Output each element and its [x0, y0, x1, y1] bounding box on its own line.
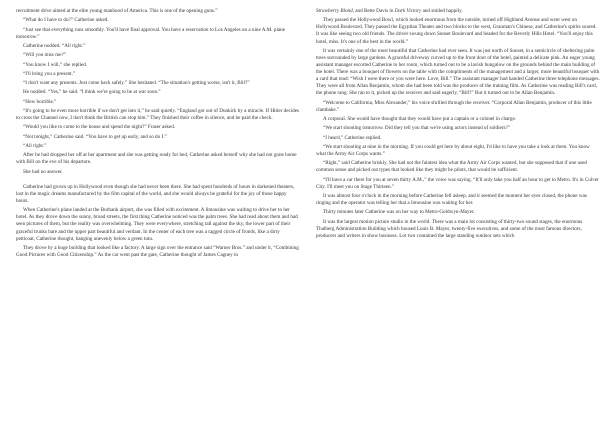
- right-para-4: “We start shooting tomorrow. Did they tell you that we're using actors instead of soldiers?”: [323, 125, 511, 132]
- left-para-14: After he had dropped her off at her apartment and she was getting ready for bed, Catherine asked herself why she had not gone home with Bill on the eve of his departure.: [16, 152, 297, 166]
- lead-mid-text: and Bette Davis in: [353, 8, 395, 14]
- left-para-16: Catherine had grown up in Hollywood even though she had never been there. She had spent hundreds of hours in darkened theaters, lost in the magic dreams manufactured by the film capital of the world, and she would always be grateful for the joy of those happy hours.: [16, 183, 295, 204]
- right-para-1: It was certainly one of the most beautiful that Catherine had ever seen. It was just north of Sunset, in a semicircle of sheltering palm trees surrounded by large gardens. A graceful driveway curved up to the front door of the hotel, painted a delicate pink. An eager young assistant manager escorted Catherine to her room, which turned out to be a lavish bungalow on the grounds behind the main building of the hotel. There was a bouquet of flowers on the table with the compliments of the management and a larger, more beautiful bouquet with a card that read: “Wish I were there or you were here. Love, Bill.” The assistant manager had handed Catherine three telephone messages. They were all from Allan Benjamin, whom she had been told was the producer of the training film. As Catherine was reading Bill's card, the phone rang. She ran to it, picked up the receiver and said eagerly, “Bill?” But it turned out to be Allan Benjamin.: [316, 47, 600, 97]
- right-para-7: “Right,” said Catherine briskly. She had not the faintest idea what the Army Air Corps wanted, but she supposed that if one used common sense and picked out types that looked like they might be pilots, that would be sufficient.: [316, 160, 587, 174]
- left-page: [16, 8, 300, 261]
- left-para-13: “All right.”: [23, 142, 47, 149]
- film-title-strawberry-blond: Strawberry Blond,: [316, 8, 354, 14]
- left-para-12: “Not tonight,” Catherine said. “You have to get up early, and so do I.”: [23, 133, 167, 140]
- left-para-10: “It's going to be even more horrible if we don't get into it,” he said quietly. “England got out of Dunkirk by a miracle. If Hitler decides to cross the Channel now, I don't think the British can stop him.” They finished their coffee in silence, and he paid the check.: [16, 107, 300, 121]
- right-para-6: “We start shooting at nine in the morning. If you could get here by about eight, I'd like to have you take a look at them. You know what the Army Air Corps wants.”: [316, 143, 590, 157]
- left-para-5: “You know I will,” she replied.: [23, 61, 88, 68]
- right-page: [316, 8, 600, 242]
- left-para-9: “How horrible.”: [23, 98, 57, 105]
- right-para-10: Thirty minutes later Catherine was on her way to Metro-Goldwyn-Mayer.: [323, 209, 475, 216]
- left-para-0: recruitment drive aimed at the elite young manhood of America. This is one of the opening guns.”: [16, 8, 218, 14]
- film-title-dark-victory: Dark Victory: [394, 8, 422, 14]
- right-para-2: “Welcome to California, Miss Alexander,” his voice shrilled through the receiver. “Corporal Allan Benjamin, producer of this little clambake.”: [316, 99, 592, 113]
- left-para-7: “I don't want any presents. Just come back safely.” She hesitated. “The situation's getting worse, isn't it, Bill?”: [23, 80, 250, 87]
- right-para-8: “I'll have a car there for you at seven thirty A.M.,” the voice was saying. “It'll only take you half an hour to get to Metro. It's in Culver City. I'll meet you on Stage Thirteen.”: [316, 176, 599, 190]
- left-para-1: “What do I have to do?” Catherine asked.: [23, 17, 109, 24]
- right-para-11: It was the largest motion picture studio in the world. There was a main lot consisting of thirty-two sound stages, the enormous Thalberg Administration Building which housed Louis B. Mayer, twenty-five executives, and some of the most famous directors, producers and writers in show business. Lot two contained the large standing outdoor sets which: [316, 218, 583, 239]
- lead-tail-text: and smiled happily.: [421, 8, 463, 14]
- left-para-18: They drove by a huge building that looked like a factory. A large sign over the entrance said “Warner Bros.” and under it, “Combining Good Pictures with Good Citizenship.” As the car went past the gate, Catherine thought of James Cagney in: [16, 244, 299, 258]
- right-para-5: “I heard,” Catherine replied.: [323, 134, 382, 141]
- right-para-0: They passed the Hollywood Bowl, which looked enormous from the outside, turned off Highland Avenue and went west on Hollywood Boulevard. They passed the Egyptian Theater and two blocks to the west, Grauman's Chinese, and Catherine's spirits soared. It was like seeing two old friends. The driver swung down Sunset Boulevard and headed for the Beverly Hills Hotel. “You'll enjoy this hotel, miss. It's one of the best in the world.”: [316, 17, 597, 45]
- right-lead-paragraph: [316, 8, 600, 15]
- left-para-11: “Would you like to come to the house and spend the night?” Fraser asked.: [23, 124, 176, 131]
- right-para-9: It was almost four o'clock in the morning before Catherine fell asleep, and it seemed the moment her eyes closed, the phone was ringing and the operator was telling her that a limousine was waiting for her.: [316, 193, 587, 207]
- right-para-3: A corporal. She would have thought that they would have put a captain or a colonel in charge.: [323, 116, 517, 123]
- left-para-2: “Just see that everything runs smoothly. You'll have final approval. You have a reservation to Los Angeles on a nine A.M. plane tomorrow.”: [16, 26, 286, 40]
- left-para-8: He nodded. “Yes,” he said. “I think we're going to be at war soon.”: [23, 89, 161, 96]
- left-para-3: Catherine nodded. “All right.”: [23, 42, 86, 49]
- left-para-6: “I'll bring you a present.”: [23, 70, 76, 77]
- left-para-15: She had no answer.: [23, 168, 63, 175]
- left-para-4: “Will you miss me?”: [23, 52, 67, 59]
- left-para-17: When Catherine's plane landed at the Burbank airport, she was filled with excitement. A limousine was waiting to drive her to her hotel. As they drove down the sunny, broad streets, the first thing Catherine noticed was the palm trees. She had read about them and had seen pictures of them, but the reality was overwhelming. They were everywhere, stretching tall against the sky, the lower part of their graceful trunks bare and the upper part beautiful and verdant. In the center of each tree was a ragged circle of fronds, like a dirty petticoat, Catherine thought, hanging unevenly below a green tutu.: [16, 207, 298, 242]
